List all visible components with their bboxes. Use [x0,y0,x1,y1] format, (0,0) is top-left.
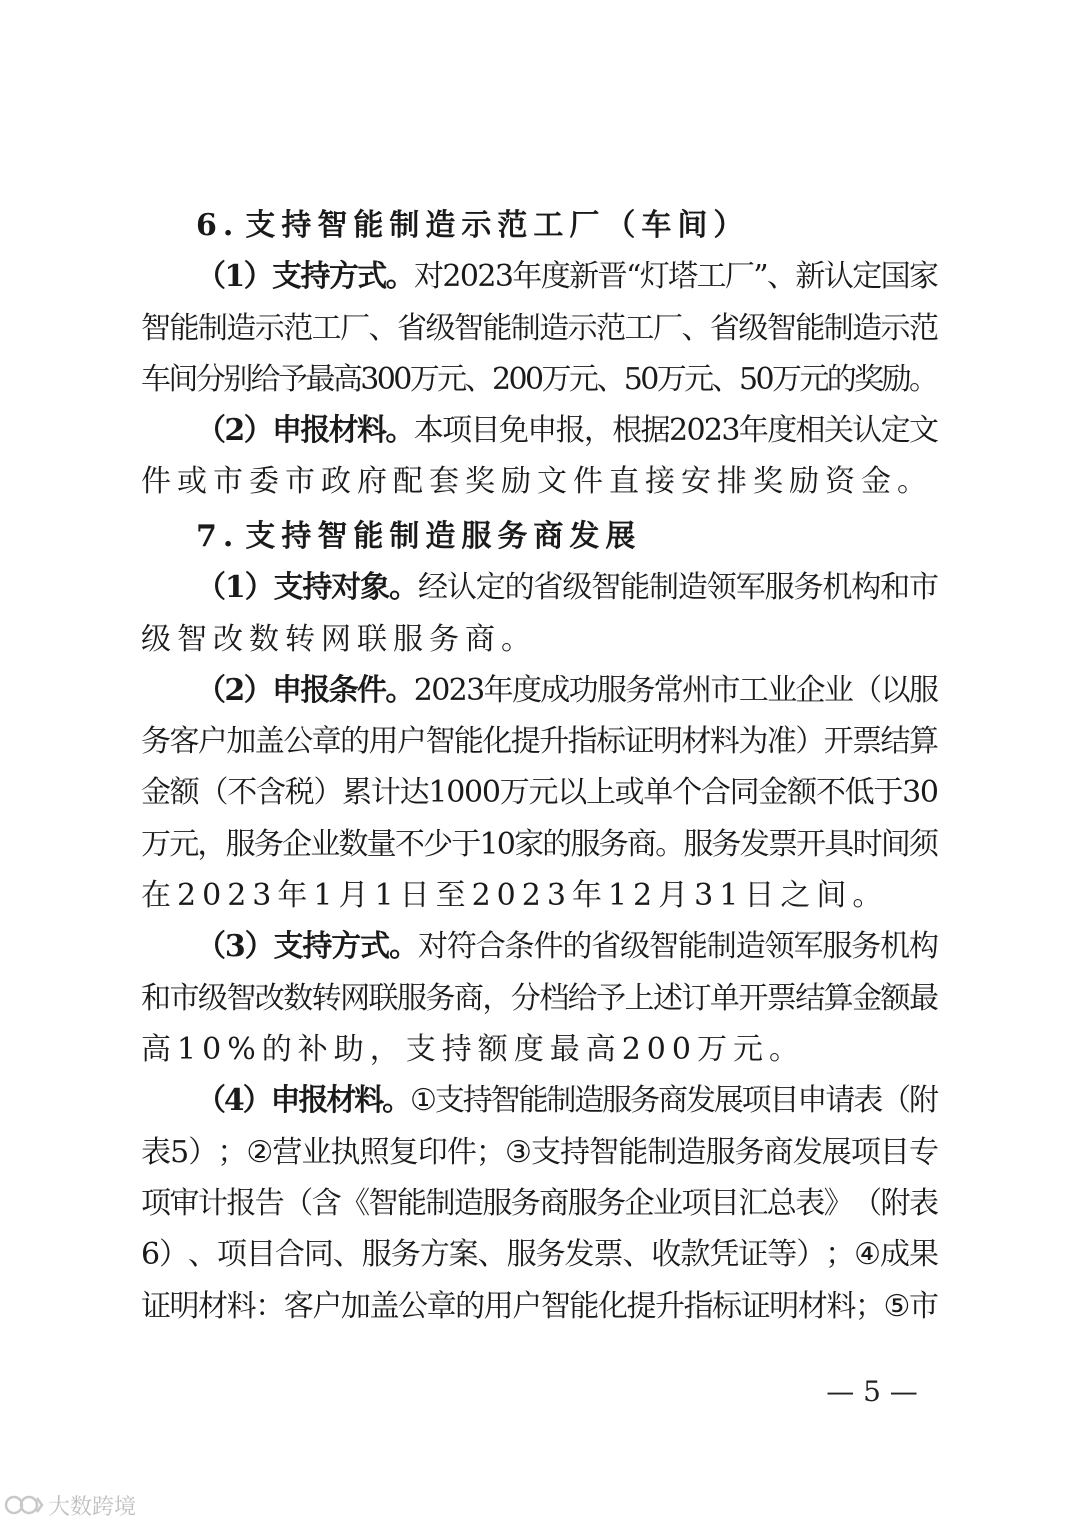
page-number: — 5 — [826,1375,918,1408]
watermark-text: 大数跨境 [48,1494,137,1520]
brand-logo-icon [4,1493,44,1517]
watermark [4,1488,136,1522]
